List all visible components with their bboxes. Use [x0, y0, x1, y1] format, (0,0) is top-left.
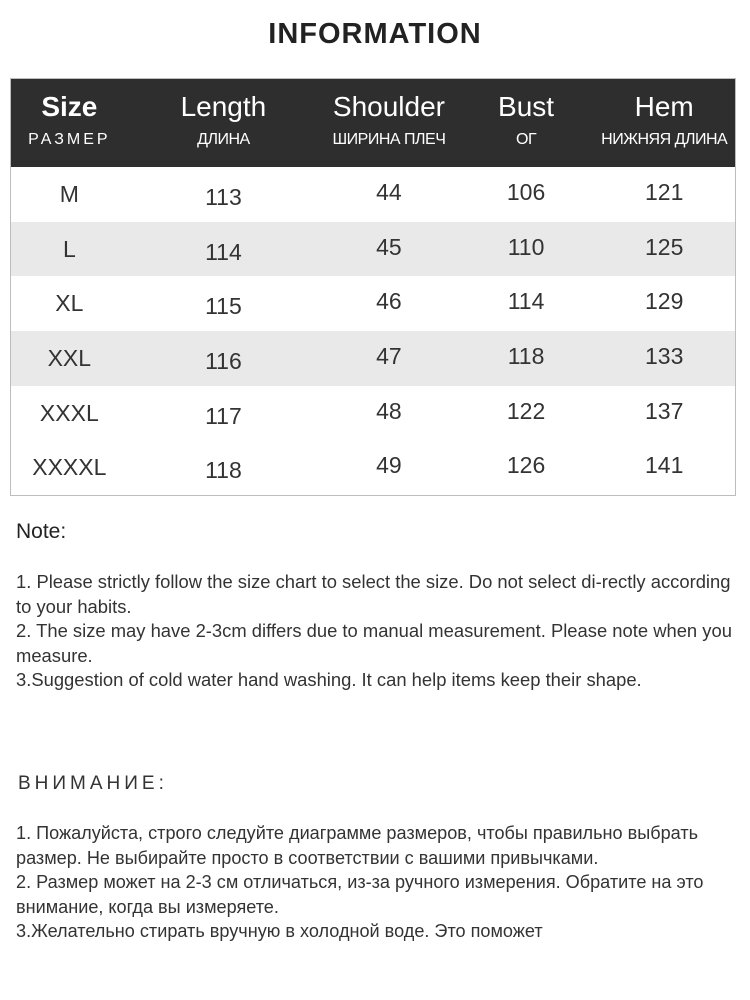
- cell-hem: 129: [644, 288, 684, 315]
- attention-item: 2. Размер может на 2-3 см отличаться, из-за ручного измерения. Обратите на это внимание, когда вы измеряете.: [16, 872, 704, 917]
- cell-shoulder: 47: [376, 342, 402, 369]
- note-item: 2. The size may have 2-3cm differs due to manual measurement. Please note when you measure.: [16, 620, 732, 666]
- cell-bust: 110: [507, 233, 545, 260]
- header-shoulder: [319, 79, 459, 167]
- header-size: [11, 79, 128, 167]
- cell-shoulder: 44: [376, 178, 402, 205]
- table-row: [11, 386, 735, 441]
- cell-size: XL: [55, 290, 84, 317]
- table-row: [11, 167, 735, 222]
- header-bust: [459, 79, 594, 167]
- header-shoulder-en: Shoulder: [332, 91, 445, 122]
- page-title: INFORMATION: [268, 18, 482, 50]
- cell-hem: 137: [644, 397, 684, 424]
- cell-size: XXL: [47, 344, 92, 371]
- cell-length: 113: [205, 183, 242, 210]
- note-item: 3.Suggestion of cold water hand washing. It can help items keep their shape.: [16, 669, 642, 690]
- attention-list: [16, 821, 741, 944]
- note-list: [16, 570, 736, 693]
- cell-hem: 133: [644, 342, 684, 369]
- header-hem-en: Hem: [634, 91, 694, 122]
- header-size-en: Size: [41, 91, 98, 122]
- attention-item: 3.Желательно стирать вручную в холодной воде. Это поможет: [16, 921, 543, 941]
- cell-hem: 125: [644, 233, 684, 260]
- cell-size: L: [62, 235, 76, 262]
- size-chart-table: [10, 78, 736, 496]
- cell-length: 118: [205, 457, 242, 484]
- cell-size: XXXL: [39, 399, 99, 426]
- cell-length: 117: [205, 402, 242, 429]
- note-heading: Note:: [16, 520, 67, 543]
- header-length-ru: ДЛИНА: [197, 131, 250, 148]
- cell-size: M: [59, 180, 79, 207]
- table-row: [11, 440, 735, 495]
- cell-bust: 126: [506, 452, 546, 479]
- header-bust-ru: ОГ: [516, 131, 537, 148]
- cell-shoulder: 48: [376, 397, 402, 424]
- cell-hem: 141: [644, 452, 684, 479]
- cell-bust: 122: [506, 397, 546, 424]
- table-header: [11, 79, 735, 167]
- note-item: 1. Please strictly follow the size chart to select the size. Do not select di-rectly according to your habits.: [16, 571, 731, 617]
- cell-length: 114: [205, 238, 242, 265]
- cell-bust: 106: [506, 178, 546, 205]
- table-row: [11, 331, 735, 386]
- header-hem: [593, 79, 735, 167]
- cell-length: 115: [205, 293, 242, 320]
- attention-heading: ВНИМАНИЕ:: [18, 773, 168, 794]
- header-length-en: Length: [180, 91, 267, 122]
- cell-bust: 118: [507, 342, 545, 369]
- table-row: [11, 222, 735, 277]
- header-shoulder-ru: ШИРИНА ПЛЕЧ: [332, 131, 446, 148]
- cell-shoulder: 49: [376, 452, 402, 479]
- attention-item: 1. Пожалуйста, строго следуйте диаграмме размеров, чтобы правильно выбрать размер. Не выбирайте просто в соответствии с вашими привычками.: [16, 823, 699, 868]
- header-length: [128, 79, 319, 167]
- header-hem-ru: НИЖНЯЯ ДЛИНА: [601, 131, 728, 148]
- header-size-ru: РАЗМЕР: [28, 131, 111, 148]
- cell-bust: 114: [507, 288, 545, 315]
- cell-hem: 121: [644, 178, 684, 205]
- table-row: [11, 276, 735, 331]
- cell-length: 116: [205, 347, 242, 374]
- cell-shoulder: 46: [376, 288, 402, 315]
- cell-shoulder: 45: [376, 233, 402, 260]
- cell-size: XXXXL: [32, 454, 107, 481]
- header-bust-en: Bust: [498, 91, 555, 122]
